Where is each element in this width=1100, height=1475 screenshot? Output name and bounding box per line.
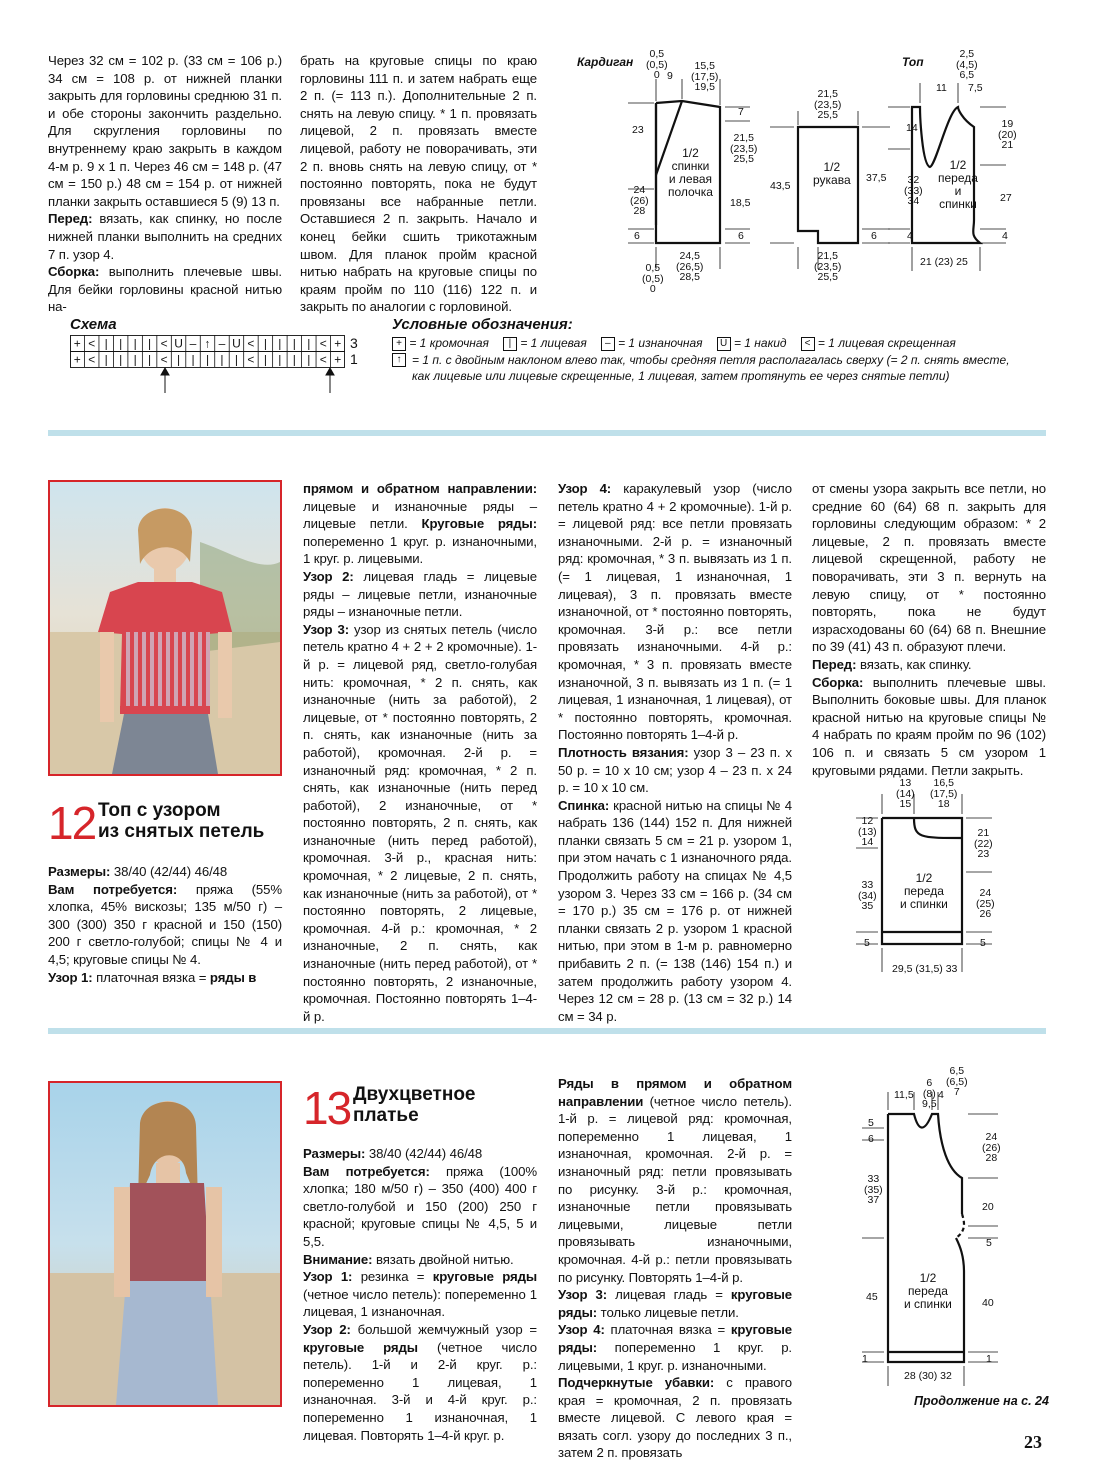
photo-pattern-13 xyxy=(48,1081,282,1407)
p13-dim-115: 11,5 xyxy=(894,1089,914,1101)
schema-cell-symbol: | xyxy=(176,352,181,367)
top-dim-4-right: 4 xyxy=(1002,230,1008,242)
legend-item-knit: | = 1 лицевая xyxy=(503,336,587,351)
p13-dim-45: 45 xyxy=(866,1291,878,1303)
schema-cell-symbol: | xyxy=(278,336,282,351)
p13-center-label: 1/2 переда и спинки xyxy=(904,1271,952,1311)
schema-cell-symbol: | xyxy=(263,336,267,351)
pattern-12-number: 12 xyxy=(48,797,96,849)
sleeve-dim-bottom: 21,5 (23,5) 25,5 xyxy=(814,250,842,283)
p12-dim-33: 33 (34) 35 xyxy=(858,879,877,912)
schema-cell-symbol: U xyxy=(232,336,241,351)
legend xyxy=(392,316,1042,383)
cardigan-dim-7: 7 xyxy=(738,106,744,118)
legend-item-purl: – = 1 изнаночная xyxy=(601,336,703,351)
schema-cell-symbol: | xyxy=(292,352,296,367)
schema-cell-symbol: < xyxy=(88,336,96,351)
p13-dim-6: 6 (8) 9,5 xyxy=(922,1077,937,1110)
sleeve-dim-6: 6 xyxy=(871,230,877,242)
symbol-yarnover-icon: U xyxy=(717,337,731,351)
top-dim-14: 14 xyxy=(906,122,918,134)
p13-dim-1-right: 1 xyxy=(986,1353,992,1365)
p13-dim-6b: 6 xyxy=(868,1133,874,1145)
p13-col-1: Размеры: 38/40 (42/44) 46/48 Вам потребуется: пряжа (100% хлопка; 180 м/50 г) – 350 (400) 400 г светло-голубой и 150 (200) 250 г красной; круговые спицы № 4,5, 5 и 5,5. Внимание: вязать двойной нитью. Узор 1: резинка = круговые ряды (четное число петель): попеременно 1 лицевая, 1 изнаночная. Узор 2: большой жемчужный узор = круговые ряды (четное число петель). 1-й и 2-й круг. р.: попеременно 1 лицевая, 1 изнаночная. 3-й и 4-й круг. р.: попеременно 1 изнаночная, 1 лицевая. Повторять 1–4-й круг. р. xyxy=(303,1146,538,1443)
top-text-col-1: Через 32 см = 102 р. (33 см = 106 р.) 34 см = 108 р. от нижней планки закрыть для горловины среднюю 31 п. и обе стороны закончить раздельно. Для скругления горловины по внутреннему краю закрыть в каждом 4-м р. 9 х 1 п. Через 46 см = 148 р. (47 см = 150 р.) 48 см = 154 р. от нижней планки закрыть оставшиеся 5 (9) 13 п. Перед: вязать, как спинку, но после нижней планки выполнить на средних 7 п. узор 4. Сборка: выполнить плечевые швы. Для бейки горловины красной нитью на- xyxy=(48,53,282,315)
schema-cell-symbol: | xyxy=(133,352,137,367)
legend-row xyxy=(392,336,1042,351)
schema-cell-symbol: < xyxy=(88,352,96,367)
schema-cell-symbol: – xyxy=(189,336,197,351)
p13-dim-5b: 5 xyxy=(986,1237,992,1249)
schema-grid xyxy=(70,335,370,398)
p12-col-3: Узор 4: каракулевый узор (число петель кратно 4 + 2 кромочные). 1-й р. = лицевой ряд: все петли провязать изнаночными. 2-й р. = изнаночный ряд: кромочная, * 3 п. вывязать из 1 п. (= 1 лицевая, 1 изнаночная, 1 лицевая), 3 п. провязать вместе изнаночной, от * постоянно повторять, кромочная. 3-й р.: все петли провязать изнаночными. 4-й р.: кромочная, * 3 п. провязать вместе изнаночной, 3 п. вывязать из 1 п. (= 1 лицевая, 1 изнаночная, 1 лицевая), от * постоянно повторять, кромочная. Постоянно повторять 1–4-й р. Плотность вязания: узор 3 – 23 п. х 50 р. = 10 х 10 см; узор 4 – 23 п. х 24 р. = 10 х 10 см. Спинка: красной нитью на спицы № 4 набрать 136 (144) 152 п. Для нижней планки связать 5 см = 21 р. узором 1, при этом начать с 1 изнаночного ряда. Продолжить работу на спицах № 4,5 узором 3. Через 33 см = 166 р. (34 см = 170 р.) 35 см = 176 р. от нижней планки связать 2 р. узором 1 красной нитью, при этом в 1-м р. равномерно прибавить 2 п. (= 138 (146) 154 п.) и затем продолжить работу узором 4. Через 12 см = 28 р. (13 см = 32 р.) 14 см = 34 р. xyxy=(558,481,792,1024)
schema-cell-symbol: | xyxy=(292,336,296,351)
schema-row-1: 1 xyxy=(350,351,358,367)
top-label: Топ xyxy=(902,55,924,69)
p12-dim-165: 16,5 (17,5) 18 xyxy=(930,777,958,810)
cardigan-dim-23: 23 xyxy=(632,124,644,136)
schema-cell-symbol: < xyxy=(160,352,168,367)
p12-dim-21: 21 (22) 23 xyxy=(974,827,993,860)
top-dim-bottom: 21 (23) 25 xyxy=(920,256,968,268)
page-number: 23 xyxy=(1024,1432,1042,1452)
schema-cell-symbol: | xyxy=(234,352,239,367)
symbol-double-decrease-icon: ↑ xyxy=(392,353,406,367)
schema-cell-symbol: < xyxy=(160,336,168,351)
p12-diagram xyxy=(852,776,1012,981)
sleeve-dim-right: 37,5 xyxy=(866,172,887,184)
continue-note: Продолжение на с. 24 xyxy=(914,1394,1049,1408)
cardigan-dim-neck: 0,5 (0,5) 0 xyxy=(646,48,668,81)
cardigan-dim-bottom-left: 0,5 (0,5) 0 xyxy=(642,262,664,295)
schema-cell-symbol: < xyxy=(247,352,255,367)
model-dress-image xyxy=(50,1083,280,1405)
photo-pattern-12 xyxy=(48,480,282,776)
legend-item-yarnover: U = 1 накид xyxy=(717,336,787,351)
top-dim-75: 7,5 xyxy=(968,82,983,94)
top-dim-right: 19 (20) 21 xyxy=(998,118,1017,151)
legend-long-line-2: как лицевые или лицевые скрещенные, 1 лицевая, затем протянуть ее через снятые петли) xyxy=(412,368,950,383)
legend-long-line-1: = 1 п. с двойным наклоном влево так, чтобы средняя петля располагалась сверху (= 2 п. снять вместе, xyxy=(412,352,1010,367)
schema-cell-symbol: | xyxy=(263,352,267,367)
schema-cell-symbol: – xyxy=(218,336,226,351)
schema-cell-symbol: | xyxy=(307,336,311,351)
schema-cell-symbol: | xyxy=(278,352,282,367)
legend-title: Условные обозначения: xyxy=(392,316,573,333)
schema-cell-symbol: | xyxy=(119,336,123,351)
schema-cell-symbol: | xyxy=(205,352,210,367)
p13-dim-5a: 5 xyxy=(868,1117,874,1129)
legend-item-edge: + = 1 кромочная xyxy=(392,336,489,351)
p13-dim-24: 24 (26) 28 xyxy=(982,1131,1001,1164)
sleeve-center-label: 1/2 рукава xyxy=(813,160,851,187)
p13-dim-bottom: 28 (30) 32 xyxy=(904,1370,952,1382)
schema-cell-symbol: | xyxy=(104,336,108,351)
top-diagrams xyxy=(570,45,1050,305)
symbol-edge-icon: + xyxy=(392,337,406,351)
legend-long xyxy=(392,353,1042,383)
schema-cell-symbol: ↑ xyxy=(204,336,211,351)
schema-cell-symbol: + xyxy=(73,336,81,351)
schema-cell-symbol: | xyxy=(148,352,152,367)
p12-col-2: прямом и обратном направлении: лицевые и изнаночные ряды – лицевые петли. Круговые ряды: попеременно 1 круг. р. изнаночными, 1 круг. р. лицевыми. Узор 2: лицевая гладь = лицевые ряды – лицевые петли, изнаночные ряды – изнаночные петли. Узор 3: узор из снятых петель (число петель кратно 4 + 2 + 2 кромочные). 1-й р. = лицевой ряд, светло-голубая нить: кромочная, * 2 п. снять, как изнаночные (нить за работой), 2 лицевые, от * постоянно повторять, 2 п. снять, как изнаночные (нить за работой), кромочная. 2-й р. = изнаночный ряд: кромочная, * 2 п. снять, как изнаночные (нить перед работой), 2 изнаночные, от * постоянно повторять, 2 п. снять, как изнаночные (нить перед работой), кромочная. 3-й р., красная нить: кромочная, * 2 лицевые, 2 п. снять, как изнаночные (нить за работой), от * постоянно повторять, 2 лицевые, кромочная. 4-й р.: кромочная, * 2 изнаночные, 2 п. снять, как изнаночные (нить перед работой), от * постоянно повторять, 2 изнаночные, кромочная. Постоянно повторять 1–4-й р. xyxy=(303,481,538,1024)
cardigan-dim-armhole: 21,5 (23,5) 25,5 xyxy=(730,132,758,165)
schema-cell-symbol: | xyxy=(220,352,224,367)
p13-diagram-lines xyxy=(852,1066,1012,1386)
p13-diagram xyxy=(852,1066,1012,1386)
schema-cell-symbol: | xyxy=(104,352,108,367)
symbol-twisted-icon: < xyxy=(801,337,815,351)
p13-dim-1-left: 1 xyxy=(862,1353,868,1365)
schema-cell-symbol: < xyxy=(319,352,327,367)
cardigan-center-label: 1/2 спинки и левая полочка xyxy=(668,146,713,199)
p12-col-4: от смены узора закрыть все петли, но средние 60 (64) 68 п. закрыть для горловины следующим образом: * 2 лицевые, 2 п. провязать вместе лицевой скрещенной, работу не поворачивать, эти 3 п. вернуть на левую спицу, от * постоянно повторять, пока не будут израсходованы 60 (64) 68 п. Внешние по 39 (41) 43 п. образуют плечи. Перед: вязать, как спинку. Сборка: выполнить плечевые швы. Выполнить боковые швы. Для планок красной нитью на круговые спицы № 4 набрать по краям пройм по 96 (102) 106 п. и связать 5 см узором 1 круговыми рядами. Петли закрыть. xyxy=(812,481,1046,778)
schema-cell-symbol: + xyxy=(334,336,342,351)
top-dim-neck: 2,5 (4,5) 6,5 xyxy=(956,48,978,81)
pattern-12-title: Топ с узором из снятых петель xyxy=(98,800,265,842)
pattern-13-number: 13 xyxy=(303,1082,351,1134)
cardigan-dim-bottom: 24,5 (26,5) 28,5 xyxy=(676,250,704,283)
section-divider-2 xyxy=(48,1028,1046,1034)
p13-dim-40: 40 xyxy=(982,1297,994,1309)
schema-cell-symbol: | xyxy=(133,336,137,351)
p13-col-2: Ряды в прямом и обратном направлении (четное число петель). 1-й р. = лицевой ряд: кромочная, попеременно 1 лицевая, 1 изнаночная, кромочная. 2-й р. = изнаночный ряд: петли провязывать по рисунку. 3-й р.: кромочная, изнаночные петли провязывать лицевыми, лицевые петли провязывать изнаночными, кромочная. 4-й р.: петли провязывать по рисунку. Повторять 1–4-й р. Узор 3: лицевая гладь = круговые ряды: только лицевые петли. Узор 4: платочная вязка = круговые ряды: попеременно 1 круг. р. лицевыми, 1 круг. р. изнаночными. Подчеркнутые убавки: с правого края = кромочная, 2 п. провязать вместе лицевой. С левого края = вязать согл. узору до последних 3 п., затем 2 п. провязать xyxy=(558,1076,793,1461)
top-dim-11: 11 xyxy=(936,82,947,94)
top-dim-left: 32 (33) 34 xyxy=(904,174,923,207)
cardigan-dim-185: 18,5 xyxy=(730,197,751,209)
schema-cell-symbol: + xyxy=(334,352,342,367)
sleeve-dim-top: 21,5 (23,5) 25,5 xyxy=(814,88,842,121)
cardigan-dim-6-right: 6 xyxy=(738,230,744,242)
schema-cell-symbol: + xyxy=(73,352,81,367)
p13-dim-33: 33 (35) 37 xyxy=(864,1173,883,1206)
schema-row-3: 3 xyxy=(350,335,358,351)
cardigan-dim-9: 9 xyxy=(667,70,673,82)
p12-center-label: 1/2 переда и спинки xyxy=(900,871,948,911)
symbol-knit-icon: | xyxy=(503,337,517,351)
top-dim-27: 27 xyxy=(1000,192,1012,204)
p12-col-1: Размеры: 38/40 (42/44) 46/48 Вам потребуется: пряжа (55% хлопка, 45% вискозы; 135 м/50 г) – 300 (300) 350 г красной и 150 (150) 200 г светло-голубой; спицы № 4 и 4,5; круговые спицы № 4. Узор 1: платочная вязка = ряды в xyxy=(48,864,283,985)
top-dim-4-left: 4 xyxy=(907,230,913,242)
schema-title: Схема xyxy=(70,316,117,333)
cardigan-dim-shoulder: 15,5 (17,5) 19,5 xyxy=(691,60,719,93)
p12-dim-12: 12 (13) 14 xyxy=(858,815,877,848)
p12-dim-bottom: 29,5 (31,5) 33 xyxy=(892,963,958,975)
schema-cell-symbol: < xyxy=(319,336,327,351)
cardigan-dim-6-left: 6 xyxy=(634,230,640,242)
cardigan-label: Кардиган xyxy=(577,55,634,69)
sleeve-dim-left: 43,5 xyxy=(770,180,791,192)
schema-cell-symbol: < xyxy=(247,336,255,351)
top-center-label: 1/2 переда и спинки xyxy=(938,158,978,211)
schema-chart xyxy=(70,335,370,393)
p13-dim-4: 4 xyxy=(938,1089,944,1101)
schema-cell-symbol: | xyxy=(191,352,195,367)
p13-dim-top: 6,5 (6,5) 7 xyxy=(946,1065,968,1098)
section-divider-1 xyxy=(48,430,1046,436)
symbol-purl-icon: – xyxy=(601,337,615,351)
pattern-13-title: Двухцветное платье xyxy=(353,1084,476,1126)
schema-cell-symbol: U xyxy=(174,336,183,351)
model-top-image xyxy=(50,482,280,774)
schema-cell-symbol: | xyxy=(307,352,311,367)
cardigan-dim-side: 24 (26) 28 xyxy=(630,184,649,217)
p13-dim-20: 20 xyxy=(982,1201,994,1213)
top-text-col-2: брать на круговые спицы по краю горловины 111 п. и затем набрать еще 2 п. (= 113 п.). Дополнительные 2 п. снять на левую спицу. * 1 п. провязать лицевой, 2 п. провязать вместе лицевой, работу не поворачивать, эти 2 п. вновь снять на левую спицу, от * постоянно повторять, пока не будут провязаны все набранные петли. Оставшиеся 2 п. закрыть. Начало и конец бейки сшить трикотажным швом. Для планок пройм красной нитью набрать на круговые спицы по краям пройм по 110 (116) 122 п. и закрыть по аналогии с горловиной. xyxy=(300,53,537,315)
schema-cell-symbol: | xyxy=(148,336,152,351)
p12-dim-5-right: 5 xyxy=(980,937,986,949)
schema-cell-symbol: | xyxy=(119,352,123,367)
p12-dim-13: 13 (14) 15 xyxy=(896,777,915,810)
legend-item-twisted: < = 1 лицевая скрещенная xyxy=(801,336,956,351)
p12-dim-5-left: 5 xyxy=(864,937,870,949)
p12-dim-24: 24 (25) 26 xyxy=(976,887,995,920)
